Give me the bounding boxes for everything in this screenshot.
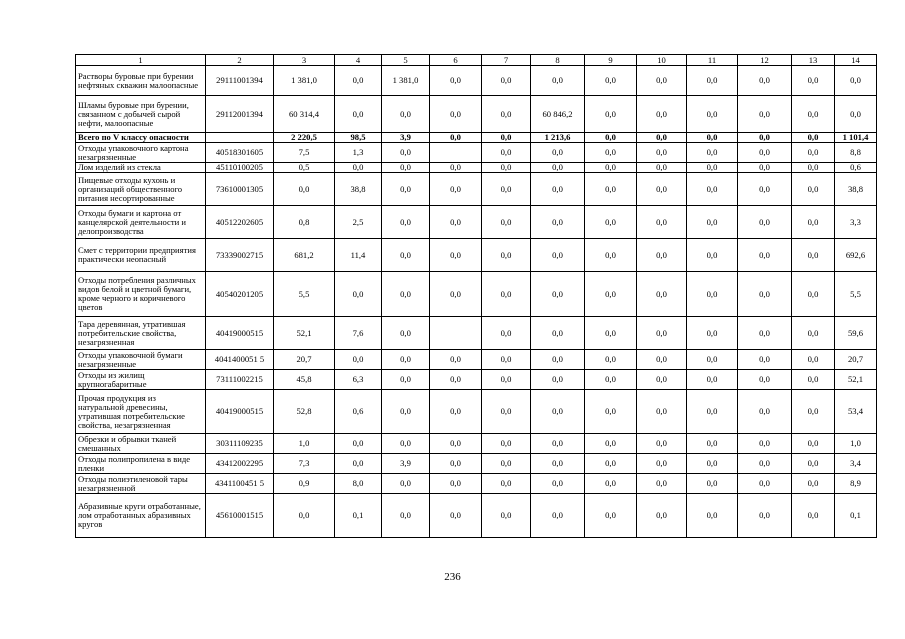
value-cell: 0,0 <box>531 454 585 474</box>
value-cell: 0,0 <box>531 494 585 538</box>
value-cell: 0,0 <box>531 173 585 206</box>
value-cell: 0,0 <box>792 143 835 163</box>
value-cell: 0,0 <box>585 390 637 434</box>
value-cell: 0,0 <box>531 370 585 390</box>
waste-code-cell: 40512202605 <box>206 206 274 239</box>
table-row <box>76 163 877 173</box>
page-number: 236 <box>444 571 461 583</box>
waste-name-cell: Отходы упаковочной бумаги незагрязненные <box>76 350 206 370</box>
value-cell: 0,1 <box>335 494 382 538</box>
value-cell: 0,0 <box>482 66 531 96</box>
table-row <box>76 494 877 538</box>
waste-name-cell: Пищевые отходы кухонь и организаций общественного питания несортированные <box>76 173 206 206</box>
waste-name-cell: Всего по V классу опасности <box>76 133 206 143</box>
value-cell: 0,0 <box>482 370 531 390</box>
table-row <box>76 350 877 370</box>
waste-name-cell: Тара деревянная, утратившая потребительские свойства, незагрязненная <box>76 317 206 350</box>
value-cell: 8,0 <box>335 474 382 494</box>
value-cell: 0,0 <box>335 350 382 370</box>
value-cell: 0,0 <box>687 434 738 454</box>
value-cell: 0,6 <box>335 390 382 434</box>
value-cell: 0,0 <box>792 163 835 173</box>
value-cell: 0,0 <box>687 350 738 370</box>
column-header: 4 <box>335 55 382 66</box>
value-cell: 0,0 <box>482 390 531 434</box>
column-header: 12 <box>738 55 792 66</box>
table-row <box>76 239 877 272</box>
value-cell: 0,0 <box>531 317 585 350</box>
value-cell: 0,0 <box>531 206 585 239</box>
value-cell: 0,0 <box>382 143 430 163</box>
value-cell: 0,0 <box>585 494 637 538</box>
value-cell: 0,0 <box>585 474 637 494</box>
column-header: 9 <box>585 55 637 66</box>
value-cell: 0,0 <box>792 434 835 454</box>
value-cell: 0,0 <box>738 370 792 390</box>
column-header: 8 <box>531 55 585 66</box>
table-row <box>76 143 877 163</box>
table-row <box>76 206 877 239</box>
value-cell <box>430 143 482 163</box>
value-cell: 0,0 <box>482 206 531 239</box>
waste-code-cell: 40419000515 <box>206 390 274 434</box>
value-cell: 0,0 <box>482 494 531 538</box>
value-cell: 0,5 <box>274 163 335 173</box>
value-cell: 0,0 <box>382 317 430 350</box>
value-cell: 0,9 <box>274 474 335 494</box>
value-cell: 0,0 <box>430 370 482 390</box>
value-cell: 0,0 <box>531 390 585 434</box>
value-cell: 0,0 <box>585 143 637 163</box>
value-cell: 0,0 <box>687 173 738 206</box>
value-cell: 0,0 <box>792 206 835 239</box>
waste-code-cell: 40518301605 <box>206 143 274 163</box>
value-cell: 0,0 <box>792 454 835 474</box>
value-cell: 3,4 <box>835 454 877 474</box>
waste-code-cell: 43412002295 <box>206 454 274 474</box>
waste-code-cell: 29112001394 <box>206 96 274 133</box>
waste-code-cell: 73111002215 <box>206 370 274 390</box>
value-cell: 0,0 <box>531 66 585 96</box>
value-cell: 0,0 <box>792 96 835 133</box>
value-cell: 0,0 <box>835 96 877 133</box>
value-cell: 0,0 <box>430 206 482 239</box>
table-row <box>76 66 877 96</box>
value-cell: 1,0 <box>274 434 335 454</box>
value-cell: 0,0 <box>274 173 335 206</box>
value-cell: 60 846,2 <box>531 96 585 133</box>
value-cell: 0,0 <box>585 96 637 133</box>
value-cell: 52,1 <box>835 370 877 390</box>
value-cell: 692,6 <box>835 239 877 272</box>
value-cell: 38,8 <box>835 173 877 206</box>
value-cell: 0,0 <box>335 434 382 454</box>
column-header: 10 <box>637 55 687 66</box>
waste-name-cell: Абразивные круги отработанные, лом отработанных абразивных кругов <box>76 494 206 538</box>
value-cell: 0,0 <box>430 133 482 143</box>
value-cell: 0,0 <box>531 239 585 272</box>
value-cell: 0,8 <box>274 206 335 239</box>
value-cell: 0,0 <box>637 474 687 494</box>
value-cell: 0,6 <box>835 163 877 173</box>
value-cell: 0,0 <box>382 474 430 494</box>
value-cell: 0,0 <box>382 370 430 390</box>
value-cell: 0,0 <box>738 133 792 143</box>
waste-code-cell: 4041400051 5 <box>206 350 274 370</box>
waste-name-cell: Лом изделий из стекла <box>76 163 206 173</box>
value-cell: 0,0 <box>637 317 687 350</box>
value-cell: 0,0 <box>430 474 482 494</box>
value-cell: 7,5 <box>274 143 335 163</box>
value-cell: 0,0 <box>382 173 430 206</box>
value-cell: 0,0 <box>637 143 687 163</box>
value-cell: 0,0 <box>687 454 738 474</box>
value-cell: 0,0 <box>637 454 687 474</box>
value-cell: 0,1 <box>835 494 877 538</box>
column-header: 3 <box>274 55 335 66</box>
waste-code-cell: 45110100205 <box>206 163 274 173</box>
value-cell: 0,0 <box>792 66 835 96</box>
waste-name-cell: Прочая продукция из натуральной древесины, утратившая потребительские свойства, незагрязненная <box>76 390 206 434</box>
value-cell: 0,0 <box>637 494 687 538</box>
value-cell: 0,0 <box>430 434 482 454</box>
value-cell: 0,0 <box>430 163 482 173</box>
column-header: 7 <box>482 55 531 66</box>
value-cell: 0,0 <box>430 96 482 133</box>
value-cell: 0,0 <box>637 370 687 390</box>
value-cell: 52,1 <box>274 317 335 350</box>
table-row <box>76 173 877 206</box>
value-cell: 0,0 <box>585 173 637 206</box>
value-cell: 0,0 <box>382 494 430 538</box>
value-cell: 0,0 <box>482 239 531 272</box>
value-cell: 0,0 <box>637 96 687 133</box>
value-cell: 0,0 <box>585 350 637 370</box>
value-cell: 0,0 <box>792 272 835 317</box>
value-cell: 0,0 <box>792 317 835 350</box>
table-row <box>76 434 877 454</box>
value-cell: 8,9 <box>835 474 877 494</box>
column-header: 2 <box>206 55 274 66</box>
waste-name-cell: Растворы буровые при бурении нефтяных скважин малоопасные <box>76 66 206 96</box>
value-cell: 0,0 <box>382 163 430 173</box>
value-cell: 1 213,6 <box>531 133 585 143</box>
value-cell: 0,0 <box>482 350 531 370</box>
value-cell: 0,0 <box>531 474 585 494</box>
value-cell: 0,0 <box>430 390 482 434</box>
value-cell: 681,2 <box>274 239 335 272</box>
table-row <box>76 454 877 474</box>
value-cell: 0,0 <box>738 163 792 173</box>
waste-name-cell: Отходы полиэтиленовой тары незагрязненной <box>76 474 206 494</box>
value-cell: 0,0 <box>738 434 792 454</box>
value-cell: 0,0 <box>738 494 792 538</box>
value-cell: 0,0 <box>335 163 382 173</box>
value-cell: 0,0 <box>585 133 637 143</box>
column-header: 6 <box>430 55 482 66</box>
value-cell: 0,0 <box>531 434 585 454</box>
value-cell: 1 381,0 <box>274 66 335 96</box>
value-cell: 0,0 <box>792 173 835 206</box>
value-cell: 59,6 <box>835 317 877 350</box>
column-header: 11 <box>687 55 738 66</box>
value-cell: 0,0 <box>637 66 687 96</box>
value-cell: 0,0 <box>687 206 738 239</box>
value-cell: 6,3 <box>335 370 382 390</box>
value-cell: 0,0 <box>382 390 430 434</box>
value-cell: 0,0 <box>482 454 531 474</box>
value-cell: 20,7 <box>835 350 877 370</box>
value-cell: 1,0 <box>835 434 877 454</box>
value-cell: 38,8 <box>335 173 382 206</box>
waste-name-cell: Отходы полипропилена в виде пленки <box>76 454 206 474</box>
value-cell: 45,8 <box>274 370 335 390</box>
value-cell: 0,0 <box>792 390 835 434</box>
value-cell: 0,0 <box>585 454 637 474</box>
column-header: 14 <box>835 55 877 66</box>
value-cell: 0,0 <box>687 390 738 434</box>
waste-code-cell: 45610001515 <box>206 494 274 538</box>
value-cell: 0,0 <box>335 272 382 317</box>
value-cell: 60 314,4 <box>274 96 335 133</box>
value-cell: 3,3 <box>835 206 877 239</box>
value-cell: 7,3 <box>274 454 335 474</box>
waste-name-cell: Отходы потребления различных видов белой и цветной бумаги, кроме черного и коричневого цветов <box>76 272 206 317</box>
value-cell: 3,9 <box>382 454 430 474</box>
value-cell: 0,0 <box>382 239 430 272</box>
value-cell: 0,0 <box>382 272 430 317</box>
value-cell: 0,0 <box>274 494 335 538</box>
value-cell: 0,0 <box>687 66 738 96</box>
table-row <box>76 317 877 350</box>
value-cell: 0,0 <box>687 163 738 173</box>
value-cell: 0,0 <box>430 350 482 370</box>
value-cell: 0,0 <box>687 239 738 272</box>
value-cell: 0,0 <box>482 143 531 163</box>
value-cell: 0,0 <box>738 474 792 494</box>
value-cell: 0,0 <box>482 133 531 143</box>
value-cell: 0,0 <box>637 163 687 173</box>
value-cell: 0,0 <box>687 494 738 538</box>
table-row <box>76 272 877 317</box>
value-cell: 98,5 <box>335 133 382 143</box>
value-cell: 0,0 <box>792 133 835 143</box>
value-cell: 0,0 <box>335 96 382 133</box>
value-cell: 0,0 <box>637 434 687 454</box>
value-cell: 0,0 <box>637 390 687 434</box>
value-cell: 7,6 <box>335 317 382 350</box>
value-cell: 0,0 <box>792 239 835 272</box>
value-cell: 0,0 <box>531 272 585 317</box>
value-cell: 1 381,0 <box>382 66 430 96</box>
value-cell: 3,9 <box>382 133 430 143</box>
value-cell: 5,5 <box>274 272 335 317</box>
value-cell: 0,0 <box>738 143 792 163</box>
waste-name-cell: Отходы упаковочного картона незагрязненные <box>76 143 206 163</box>
value-cell: 0,0 <box>585 370 637 390</box>
value-cell: 0,0 <box>637 350 687 370</box>
value-cell: 0,0 <box>585 163 637 173</box>
waste-code-cell: 73610001305 <box>206 173 274 206</box>
waste-name-cell: Обрезки и обрывки тканей смешанных <box>76 434 206 454</box>
value-cell: 0,0 <box>430 494 482 538</box>
column-header: 1 <box>76 55 206 66</box>
value-cell: 0,0 <box>738 454 792 474</box>
value-cell: 0,0 <box>738 206 792 239</box>
value-cell: 0,0 <box>430 66 482 96</box>
value-cell: 0,0 <box>792 474 835 494</box>
waste-code-cell: 29111001394 <box>206 66 274 96</box>
value-cell: 0,0 <box>430 173 482 206</box>
value-cell: 0,0 <box>738 66 792 96</box>
value-cell: 0,0 <box>585 317 637 350</box>
value-cell: 0,0 <box>738 350 792 370</box>
value-cell: 0,0 <box>738 272 792 317</box>
value-cell: 0,0 <box>382 434 430 454</box>
value-cell: 0,0 <box>738 96 792 133</box>
value-cell: 0,0 <box>430 454 482 474</box>
table-row <box>76 474 877 494</box>
value-cell: 0,0 <box>482 474 531 494</box>
waste-code-cell: 30311109235 <box>206 434 274 454</box>
value-cell: 0,0 <box>382 206 430 239</box>
table-total-row <box>76 133 877 143</box>
value-cell: 0,0 <box>738 390 792 434</box>
value-cell: 0,0 <box>585 434 637 454</box>
value-cell: 0,0 <box>585 206 637 239</box>
value-cell: 8,8 <box>835 143 877 163</box>
value-cell: 0,0 <box>585 66 637 96</box>
value-cell: 0,0 <box>687 370 738 390</box>
value-cell: 11,4 <box>335 239 382 272</box>
column-header: 13 <box>792 55 835 66</box>
value-cell: 0,0 <box>531 163 585 173</box>
value-cell: 1 101,4 <box>835 133 877 143</box>
value-cell: 0,0 <box>482 434 531 454</box>
value-cell: 2 220,5 <box>274 133 335 143</box>
table-row <box>76 390 877 434</box>
value-cell: 0,0 <box>585 239 637 272</box>
waste-code-cell: 40419000515 <box>206 317 274 350</box>
waste-code-cell: 73339002715 <box>206 239 274 272</box>
value-cell: 0,0 <box>482 272 531 317</box>
value-cell: 0,0 <box>738 317 792 350</box>
value-cell: 0,0 <box>482 317 531 350</box>
value-cell: 0,0 <box>792 350 835 370</box>
value-cell: 0,0 <box>637 206 687 239</box>
value-cell: 0,0 <box>792 494 835 538</box>
waste-name-cell: Шламы буровые при бурении, связанном с добычей сырой нефти, малоопасные <box>76 96 206 133</box>
value-cell: 0,0 <box>792 370 835 390</box>
value-cell: 0,0 <box>335 454 382 474</box>
value-cell: 0,0 <box>687 96 738 133</box>
value-cell: 0,0 <box>585 272 637 317</box>
value-cell: 0,0 <box>637 272 687 317</box>
value-cell: 0,0 <box>687 133 738 143</box>
waste-name-cell: Отходы из жилищ крупногабаритные <box>76 370 206 390</box>
value-cell: 53,4 <box>835 390 877 434</box>
waste-name-cell: Отходы бумаги и картона от канцелярской деятельности и делопроизводства <box>76 206 206 239</box>
value-cell: 0,0 <box>482 96 531 133</box>
value-cell: 0,0 <box>637 133 687 143</box>
value-cell: 0,0 <box>482 173 531 206</box>
table-row <box>76 96 877 133</box>
value-cell: 0,0 <box>531 143 585 163</box>
value-cell: 0,0 <box>335 66 382 96</box>
waste-code-cell: 40540201205 <box>206 272 274 317</box>
column-header: 5 <box>382 55 430 66</box>
value-cell: 0,0 <box>430 272 482 317</box>
value-cell: 0,0 <box>687 143 738 163</box>
value-cell: 0,0 <box>687 272 738 317</box>
table-header-row <box>76 55 877 66</box>
waste-name-cell: Смет с территории предприятия практически неопасный <box>76 239 206 272</box>
value-cell: 0,0 <box>835 66 877 96</box>
value-cell: 0,0 <box>738 173 792 206</box>
value-cell <box>430 317 482 350</box>
value-cell: 0,0 <box>382 350 430 370</box>
value-cell: 20,7 <box>274 350 335 370</box>
waste-code-cell: 4341100451 5 <box>206 474 274 494</box>
value-cell: 52,8 <box>274 390 335 434</box>
value-cell: 0,0 <box>738 239 792 272</box>
value-cell: 0,0 <box>482 163 531 173</box>
value-cell: 0,0 <box>637 239 687 272</box>
value-cell: 5,5 <box>835 272 877 317</box>
value-cell: 1,3 <box>335 143 382 163</box>
waste-code-cell <box>206 133 274 143</box>
value-cell: 0,0 <box>637 173 687 206</box>
waste-table <box>75 54 877 538</box>
value-cell: 2,5 <box>335 206 382 239</box>
value-cell: 0,0 <box>687 474 738 494</box>
table-row <box>76 370 877 390</box>
value-cell: 0,0 <box>382 96 430 133</box>
value-cell: 0,0 <box>687 317 738 350</box>
value-cell: 0,0 <box>531 350 585 370</box>
value-cell: 0,0 <box>430 239 482 272</box>
